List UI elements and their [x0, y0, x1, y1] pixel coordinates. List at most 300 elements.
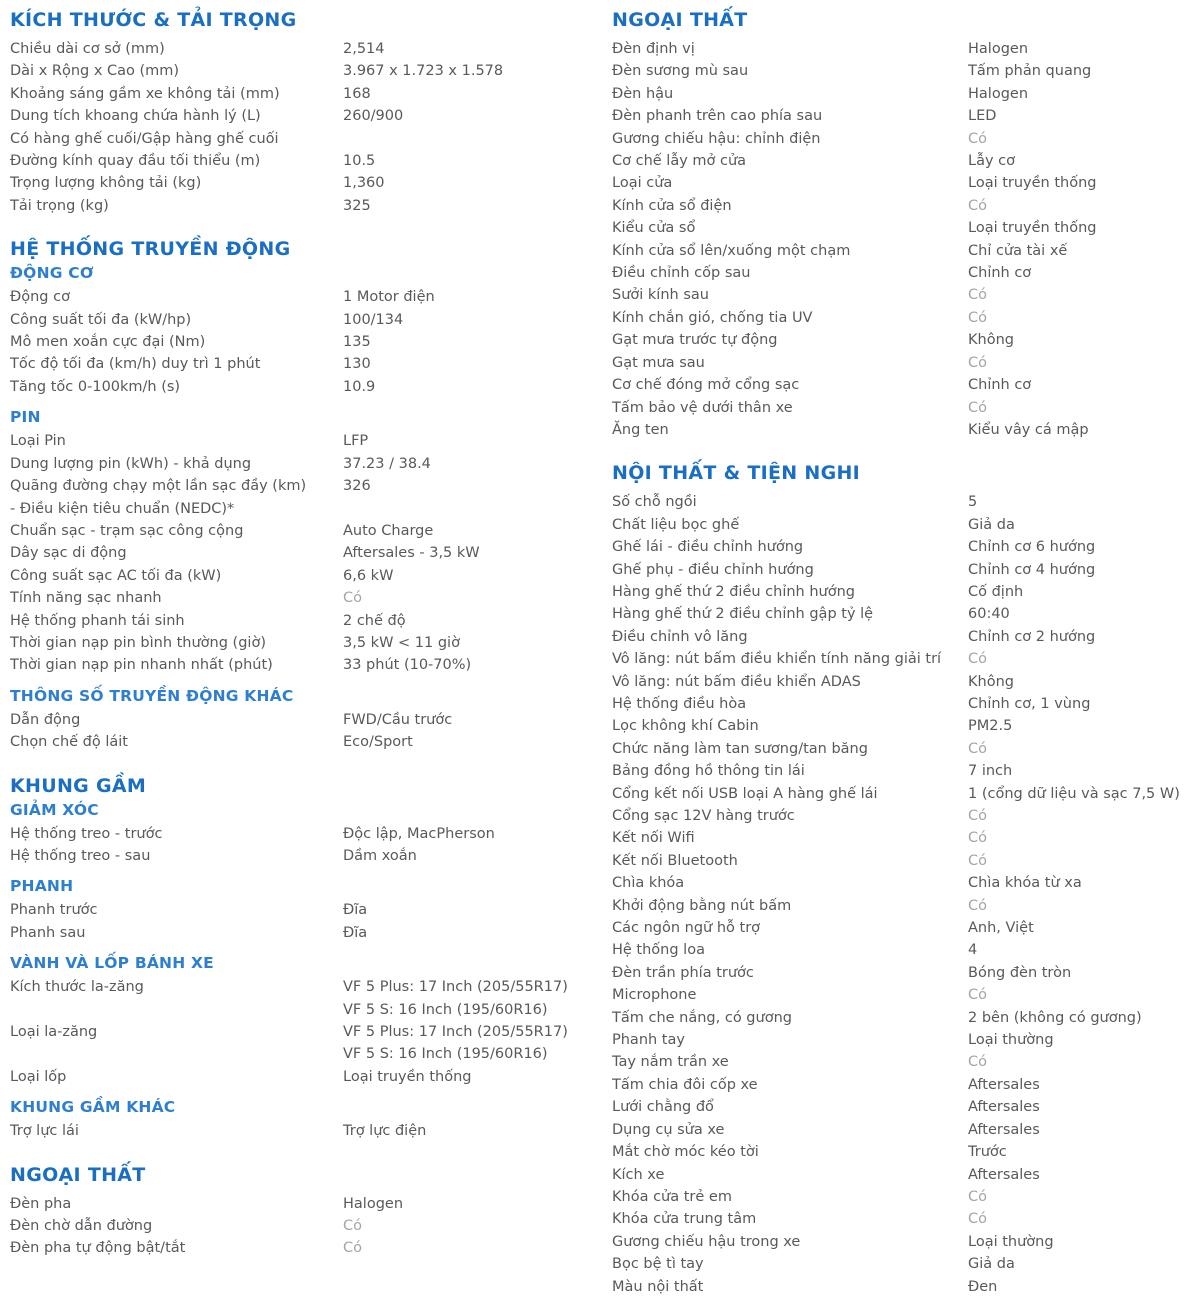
spec-row — [612, 374, 1200, 396]
spec-value: Loại thường — [968, 1233, 1054, 1250]
spec-label: Hàng ghế thứ 2 điều chỉnh gập tỷ lệ — [612, 606, 874, 623]
spec-label: Kích xe — [612, 1166, 665, 1183]
spec-value: Không — [968, 673, 1014, 690]
spec-row — [10, 999, 602, 1021]
spec-row — [612, 128, 1200, 150]
section-title: KHUNG GẦM KHÁC — [10, 1098, 176, 1117]
spec-row — [10, 172, 602, 194]
spec-label: Đèn pha — [10, 1195, 72, 1212]
spec-label: Kính cửa sổ lên/xuống một chạm — [612, 242, 851, 259]
spec-value: Có — [968, 399, 987, 416]
spec-value: Aftersales — [968, 1166, 1040, 1183]
spec-value: PM2.5 — [968, 718, 1013, 735]
spec-label: Chìa khóa — [612, 875, 685, 892]
spec-label: Bọc bệ tì tay — [612, 1256, 704, 1273]
spec-row — [612, 760, 1200, 782]
spec-row — [612, 939, 1200, 961]
spec-label: Ăng ten — [612, 421, 669, 438]
spec-row — [612, 397, 1200, 419]
spec-label: Thời gian nạp pin nhanh nhất (phút) — [10, 657, 273, 674]
spec-row — [10, 331, 602, 353]
section-sub — [10, 1097, 602, 1142]
spec-label: Đèn trần phía trước — [612, 964, 754, 981]
spec-row — [10, 1120, 602, 1142]
spec-label: Chất liệu bọc ghế — [612, 516, 740, 533]
spec-row — [612, 805, 1200, 827]
spec-row — [612, 783, 1200, 805]
spec-label: Đèn định vị — [612, 41, 695, 57]
spec-label: Bảng đồng hồ thông tin lái — [612, 763, 805, 780]
spec-row — [612, 895, 1200, 917]
spec-value: Có — [343, 1218, 362, 1235]
spec-label: Gạt mưa sau — [612, 354, 705, 371]
spec-row — [10, 128, 602, 150]
spec-label: Ghế phụ - điều chỉnh hướng — [612, 561, 814, 578]
section-main — [10, 237, 602, 261]
section-title: NGOẠI THẤT — [10, 1163, 146, 1186]
spec-value: Chỉnh cơ — [968, 377, 1032, 394]
spec-row — [10, 922, 602, 944]
spec-label: Đèn sương mù sau — [612, 63, 749, 80]
spec-value: Có — [968, 808, 987, 824]
spec-label: Tải trọng (kg) — [10, 197, 109, 214]
spec-label: Gương chiếu hậu: chỉnh điện — [612, 130, 821, 147]
spec-value: Trợ lực điện — [343, 1123, 427, 1140]
spec-row — [10, 1215, 602, 1237]
spec-row — [612, 827, 1200, 849]
spec-label: Kích thước la-zăng — [10, 979, 144, 996]
spec-label: Kết nối Bluetooth — [612, 852, 738, 869]
spec-label: Khoảng sáng gầm xe không tải (mm) — [10, 85, 280, 102]
spec-value: Có — [343, 1240, 362, 1257]
spec-row — [10, 105, 602, 127]
spec-value: Dầm xoắn — [343, 847, 417, 864]
spec-row — [612, 240, 1200, 262]
spec-row — [612, 1119, 1200, 1141]
spec-label: Có hàng ghế cuối/Gập hàng ghế cuối — [10, 130, 279, 147]
spec-label: Khởi động bằng nút bấm — [612, 897, 792, 914]
spec-value: Loại thường — [968, 1032, 1054, 1049]
spec-value: Tấm phản quang — [968, 63, 1092, 80]
spec-value: 2 chế độ — [343, 612, 406, 629]
section-title: KÍCH THƯỚC & TẢI TRỌNG — [10, 9, 297, 31]
spec-value: Chỉnh cơ, 1 vùng — [968, 695, 1091, 712]
spec-value: 260/900 — [343, 108, 404, 125]
spec-row — [10, 632, 602, 654]
spec-value: Độc lập, MacPherson — [343, 825, 495, 842]
spec-value: Aftersales — [968, 1121, 1040, 1138]
spec-row — [612, 917, 1200, 939]
spec-value: Trước — [968, 1144, 1007, 1161]
spec-row — [612, 284, 1200, 306]
spec-value: Có — [968, 852, 987, 869]
spec-label: Loại Pin — [10, 433, 66, 450]
spec-value: Halogen — [968, 41, 1029, 57]
spec-row — [612, 984, 1200, 1006]
spec-value: Đĩa — [343, 902, 368, 919]
spec-value: Kiểu vây cá mập — [968, 421, 1089, 438]
spec-row — [612, 105, 1200, 127]
spec-value: 37.23 / 38.4 — [343, 455, 431, 472]
spec-label: Tấm bảo vệ dưới thân xe — [612, 399, 793, 416]
spec-value: Có — [968, 1188, 987, 1205]
spec-row — [10, 1193, 602, 1215]
spec-label: Hàng ghế thứ 2 điều chỉnh hướng — [612, 583, 856, 600]
spec-row — [612, 217, 1200, 239]
spec-label: Quãng đường chạy một lần sạc đầy (km) — [10, 478, 307, 495]
spec-label: Thời gian nạp pin bình thường (giờ) — [10, 634, 266, 651]
spec-value: Không — [968, 332, 1014, 349]
spec-row — [612, 581, 1200, 603]
spec-label: Lưới chằng đổ — [612, 1099, 714, 1116]
spec-value: Aftersales — [968, 1099, 1040, 1116]
spec-value: 2 bên (không có gương) — [968, 1009, 1142, 1026]
spec-row — [612, 491, 1200, 513]
spec-row — [10, 430, 602, 452]
spec-value: Có — [968, 1211, 987, 1228]
spec-value: FWD/Cầu trước — [343, 711, 453, 728]
spec-value: Chỉnh cơ 6 hướng — [968, 539, 1096, 556]
spec-value: 4 — [968, 942, 978, 959]
spec-row — [10, 654, 602, 676]
right-column — [612, 8, 1200, 1298]
spec-label: Dài x Rộng x Cao (mm) — [10, 63, 180, 80]
spec-value — [343, 128, 602, 150]
section-title: NGOẠI THẤT — [612, 9, 748, 31]
spec-row — [612, 307, 1200, 329]
spec-label: Trợ lực lái — [10, 1123, 79, 1140]
spec-label: Lọc không khí Cabin — [612, 718, 759, 735]
section-sub — [10, 800, 602, 868]
spec-value: Bóng đèn tròn — [968, 964, 1072, 981]
spec-row — [612, 850, 1200, 872]
spec-row — [10, 845, 602, 867]
spec-value: 33 phút (10-70%) — [343, 657, 472, 674]
spec-value: VF 5 S: 16 Inch (195/60R16) — [343, 1001, 548, 1018]
spec-label: Gương chiếu hậu trong xe — [612, 1233, 801, 1250]
spec-label: - Điều kiện tiêu chuẩn (NEDC)* — [10, 500, 235, 517]
spec-label: Ghế lái - điều chỉnh hướng — [612, 539, 804, 556]
spec-value: 6,6 kW — [343, 567, 394, 584]
spec-value: VF 5 Plus: 17 Inch (205/55R17) — [343, 979, 568, 996]
spec-label: Phanh tay — [612, 1032, 685, 1049]
spec-row — [10, 475, 602, 497]
spec-label: Chức năng làm tan sương/tan băng — [612, 740, 868, 757]
spec-row — [612, 1141, 1200, 1163]
spec-row — [612, 60, 1200, 82]
spec-row — [612, 648, 1200, 670]
spec-value: 135 — [343, 334, 371, 351]
section-title: PHANH — [10, 877, 74, 896]
spec-label: Phanh sau — [10, 924, 86, 941]
spec-value: Có — [968, 197, 987, 214]
spec-label: Vô lăng: nút bấm điều khiển tính năng giải trí — [612, 651, 942, 668]
spec-label: Dung lượng pin (kWh) - khả dụng — [10, 455, 252, 472]
section-main — [10, 774, 602, 798]
spec-row — [10, 709, 602, 731]
spec-label: Hệ thống treo - trước — [10, 825, 163, 842]
spec-label: Điều chỉnh cốp sau — [612, 265, 751, 282]
spec-row — [612, 419, 1200, 441]
spec-row — [612, 83, 1200, 105]
spec-label: Dụng cụ sửa xe — [612, 1121, 725, 1138]
spec-value: Cố định — [968, 583, 1024, 600]
spec-label: Đèn hậu — [612, 85, 674, 102]
spec-label: Phanh trước — [10, 902, 98, 919]
spec-row — [10, 520, 602, 542]
spec-value: 130 — [343, 356, 371, 373]
spec-label: Khóa cửa trẻ em — [612, 1188, 732, 1205]
section-title: HỆ THỐNG TRUYỀN ĐỘNG — [10, 238, 291, 261]
spec-row — [612, 872, 1200, 894]
spec-value: Loại truyền thống — [968, 175, 1097, 192]
spec-value: LFP — [343, 433, 369, 450]
spec-row — [10, 376, 602, 398]
spec-label: Các ngôn ngữ hỗ trợ — [612, 920, 761, 937]
spec-row — [612, 693, 1200, 715]
spec-label: Mắt chờ móc kéo tời — [612, 1144, 759, 1161]
spec-label: Hệ thống phanh tái sinh — [10, 612, 185, 629]
spec-value: Chỉnh cơ — [968, 265, 1032, 282]
spec-row — [612, 262, 1200, 284]
spec-label — [10, 999, 343, 1021]
section-sub — [10, 953, 602, 1088]
spec-value: 60:40 — [968, 606, 1010, 623]
spec-row — [612, 626, 1200, 648]
spec-value: 7 inch — [968, 763, 1013, 780]
spec-value: 1 (cổng dữ liệu và sạc 7,5 W) — [968, 785, 1180, 802]
section-title: VÀNH VÀ LỐP BÁNH XE — [10, 954, 214, 973]
spec-label: Cổng sạc 12V hàng trước — [612, 808, 795, 824]
section-sub — [10, 686, 602, 754]
spec-label: Chuẩn sạc - trạm sạc công cộng — [10, 522, 244, 539]
spec-value: Có — [968, 651, 987, 668]
spec-row — [612, 150, 1200, 172]
spec-label: Công suất tối đa (kW/hp) — [10, 311, 192, 328]
spec-label: Hệ thống treo - sau — [10, 847, 151, 864]
spec-label: Kính cửa sổ điện — [612, 197, 732, 214]
spec-value: Có — [968, 287, 987, 304]
spec-label: Loại lốp — [10, 1068, 67, 1085]
spec-row — [10, 1043, 602, 1065]
spec-value: 10.5 — [343, 153, 376, 170]
spec-label: Tốc độ tối đa (km/h) duy trì 1 phút — [10, 356, 261, 373]
spec-value: Có — [968, 354, 987, 371]
spec-value: Chỉnh cơ 2 hướng — [968, 628, 1096, 645]
spec-value: Loại truyền thống — [343, 1068, 472, 1085]
spec-label: Cơ chế đóng mở cổng sạc — [612, 377, 800, 394]
spec-row — [612, 1051, 1200, 1073]
spec-value: Loại truyền thống — [968, 220, 1097, 237]
spec-value: Eco/Sport — [343, 734, 413, 751]
spec-row — [10, 565, 602, 587]
spec-row — [10, 309, 602, 331]
spec-value: 5 — [968, 494, 978, 511]
spec-row — [612, 1186, 1200, 1208]
spec-row — [612, 1074, 1200, 1096]
spec-label: Kính chắn gió, chống tia UV — [612, 309, 813, 326]
spec-label: Kiểu cửa sổ — [612, 220, 696, 237]
spec-value: Có — [968, 130, 987, 147]
spec-value: Lẫy cơ — [968, 153, 1015, 170]
spec-row — [10, 1066, 602, 1088]
spec-row — [612, 1096, 1200, 1118]
spec-value: 10.9 — [343, 378, 376, 395]
spec-value: Halogen — [343, 1195, 404, 1212]
spec-row — [10, 60, 602, 82]
spec-label: Tính năng sạc nhanh — [10, 590, 162, 607]
spec-value: Chỉnh cơ 4 hướng — [968, 561, 1096, 578]
spec-label: Chiều dài cơ sở (mm) — [10, 41, 165, 57]
spec-value: Có — [968, 830, 987, 847]
spec-value: 3.967 x 1.723 x 1.578 — [343, 63, 504, 80]
spec-row — [10, 1237, 602, 1259]
spec-label: Khóa cửa trung tâm — [612, 1211, 757, 1228]
spec-value: Có — [968, 897, 987, 914]
spec-value: Đĩa — [343, 924, 368, 941]
section-main — [612, 461, 1200, 1298]
spec-value: Chìa khóa từ xa — [968, 875, 1082, 892]
spec-value: 325 — [343, 197, 371, 214]
spec-row — [10, 83, 602, 105]
spec-row — [612, 172, 1200, 194]
section-main — [10, 1163, 602, 1260]
spec-label: Trọng lượng không tải (kg) — [10, 175, 202, 192]
spec-row — [612, 671, 1200, 693]
spec-row — [10, 38, 602, 60]
spec-value: Chỉ cửa tài xế — [968, 242, 1068, 259]
spec-value: Có — [968, 987, 987, 1004]
spec-row — [612, 603, 1200, 625]
spec-value: Anh, Việt — [968, 920, 1034, 937]
spec-label: Chọn chế độ láit — [10, 734, 128, 751]
spec-label: Điều chỉnh vô lăng — [612, 628, 748, 645]
spec-label: Màu nội thất — [612, 1278, 704, 1295]
section-title: KHUNG GẦM — [10, 774, 147, 797]
spec-row — [10, 899, 602, 921]
spec-row — [612, 1208, 1200, 1230]
spec-row — [612, 1164, 1200, 1186]
spec-row — [612, 329, 1200, 351]
spec-value: Đen — [968, 1278, 998, 1295]
section-main — [612, 8, 1200, 441]
spec-row — [612, 715, 1200, 737]
spec-value: 3,5 kW < 11 giờ — [343, 634, 460, 651]
section-sub — [10, 263, 602, 398]
section-title: PIN — [10, 408, 41, 427]
spec-row — [10, 610, 602, 632]
spec-row — [612, 1007, 1200, 1029]
spec-label: Số chỗ ngồi — [612, 494, 697, 511]
spec-value: 1 Motor điện — [343, 289, 435, 306]
spec-row — [612, 1253, 1200, 1275]
spec-value: LED — [968, 108, 997, 125]
spec-row — [612, 559, 1200, 581]
spec-label — [10, 1043, 343, 1065]
spec-row — [10, 731, 602, 753]
spec-value: VF 5 S: 16 Inch (195/60R16) — [343, 1046, 548, 1063]
spec-label: Dẫn động — [10, 711, 81, 728]
spec-row — [10, 286, 602, 308]
spec-label: Tấm chia đôi cốp xe — [612, 1076, 758, 1093]
spec-row — [10, 453, 602, 475]
spec-label: Loại cửa — [612, 175, 673, 192]
spec-value: Halogen — [968, 85, 1029, 102]
spec-value: Có — [968, 740, 987, 757]
spec-label: Hệ thống loa — [612, 942, 705, 959]
section-title: THÔNG SỐ TRUYỀN ĐỘNG KHÁC — [10, 686, 294, 705]
spec-label: Kết nối Wifi — [612, 830, 695, 847]
spec-label: Tay nắm trần xe — [612, 1054, 729, 1071]
spec-label: Sưởi kính sau — [612, 287, 709, 304]
spec-value: 1,360 — [343, 175, 385, 192]
spec-row — [10, 1021, 602, 1043]
spec-label: Microphone — [612, 987, 697, 1004]
spec-value: 168 — [343, 85, 371, 102]
spec-row — [612, 1231, 1200, 1253]
spec-label: Loại la-zăng — [10, 1024, 98, 1040]
spec-label: Mô men xoắn cực đại (Nm) — [10, 334, 206, 351]
spec-row — [612, 1276, 1200, 1298]
section-sub — [10, 876, 602, 944]
spec-row — [10, 498, 602, 520]
spec-label: Gạt mưa trước tự động — [612, 332, 778, 349]
spec-row — [10, 542, 602, 564]
spec-label: Tấm che nắng, có gương — [612, 1009, 792, 1026]
section-title: GIẢM XÓC — [10, 800, 99, 819]
spec-value: Giả da — [968, 516, 1015, 533]
spec-value: 100/134 — [343, 311, 404, 328]
spec-row — [612, 38, 1200, 60]
spec-label: Động cơ — [10, 289, 70, 306]
spec-label: Đường kính quay đầu tối thiểu (m) — [10, 153, 261, 170]
spec-value: Có — [343, 590, 362, 607]
spec-row — [612, 1029, 1200, 1051]
section-sub — [10, 407, 602, 676]
spec-row — [612, 195, 1200, 217]
spec-label: Đèn pha tự động bật/tắt — [10, 1240, 186, 1257]
spec-label: Vô lăng: nút bấm điều khiển ADAS — [612, 673, 861, 690]
spec-row — [10, 195, 602, 217]
spec-row — [612, 352, 1200, 374]
spec-row — [10, 976, 602, 998]
spec-row — [10, 150, 602, 172]
left-column — [10, 8, 602, 1298]
spec-row — [10, 587, 602, 609]
spec-value: Aftersales — [968, 1076, 1040, 1093]
spec-label: Tăng tốc 0-100km/h (s) — [10, 378, 181, 395]
spec-label: Công suất sạc AC tối đa (kW) — [10, 567, 222, 584]
spec-label: Hệ thống điều hòa — [612, 695, 747, 712]
spec-value: 326 — [343, 478, 371, 495]
spec-value: Auto Charge — [343, 522, 434, 539]
spec-value: Aftersales - 3,5 kW — [343, 545, 480, 562]
spec-label: Cổng kết nối USB loại A hàng ghế lái — [612, 785, 878, 802]
spec-label: Đèn chờ dẫn đường — [10, 1218, 153, 1235]
spec-label: Dây sạc di động — [10, 545, 127, 562]
spec-label: Cơ chế lẫy mở cửa — [612, 153, 747, 170]
spec-row — [10, 353, 602, 375]
spec-row — [612, 962, 1200, 984]
spec-value: VF 5 Plus: 17 Inch (205/55R17) — [343, 1024, 568, 1040]
spec-row — [612, 514, 1200, 536]
spec-label: Dung tích khoang chứa hành lý (L) — [10, 108, 261, 125]
spec-row — [612, 738, 1200, 760]
section-title: ĐỘNG CƠ — [10, 264, 94, 283]
spec-value: Có — [968, 1054, 987, 1071]
spec-row — [10, 823, 602, 845]
spec-value: Giả da — [968, 1256, 1015, 1273]
